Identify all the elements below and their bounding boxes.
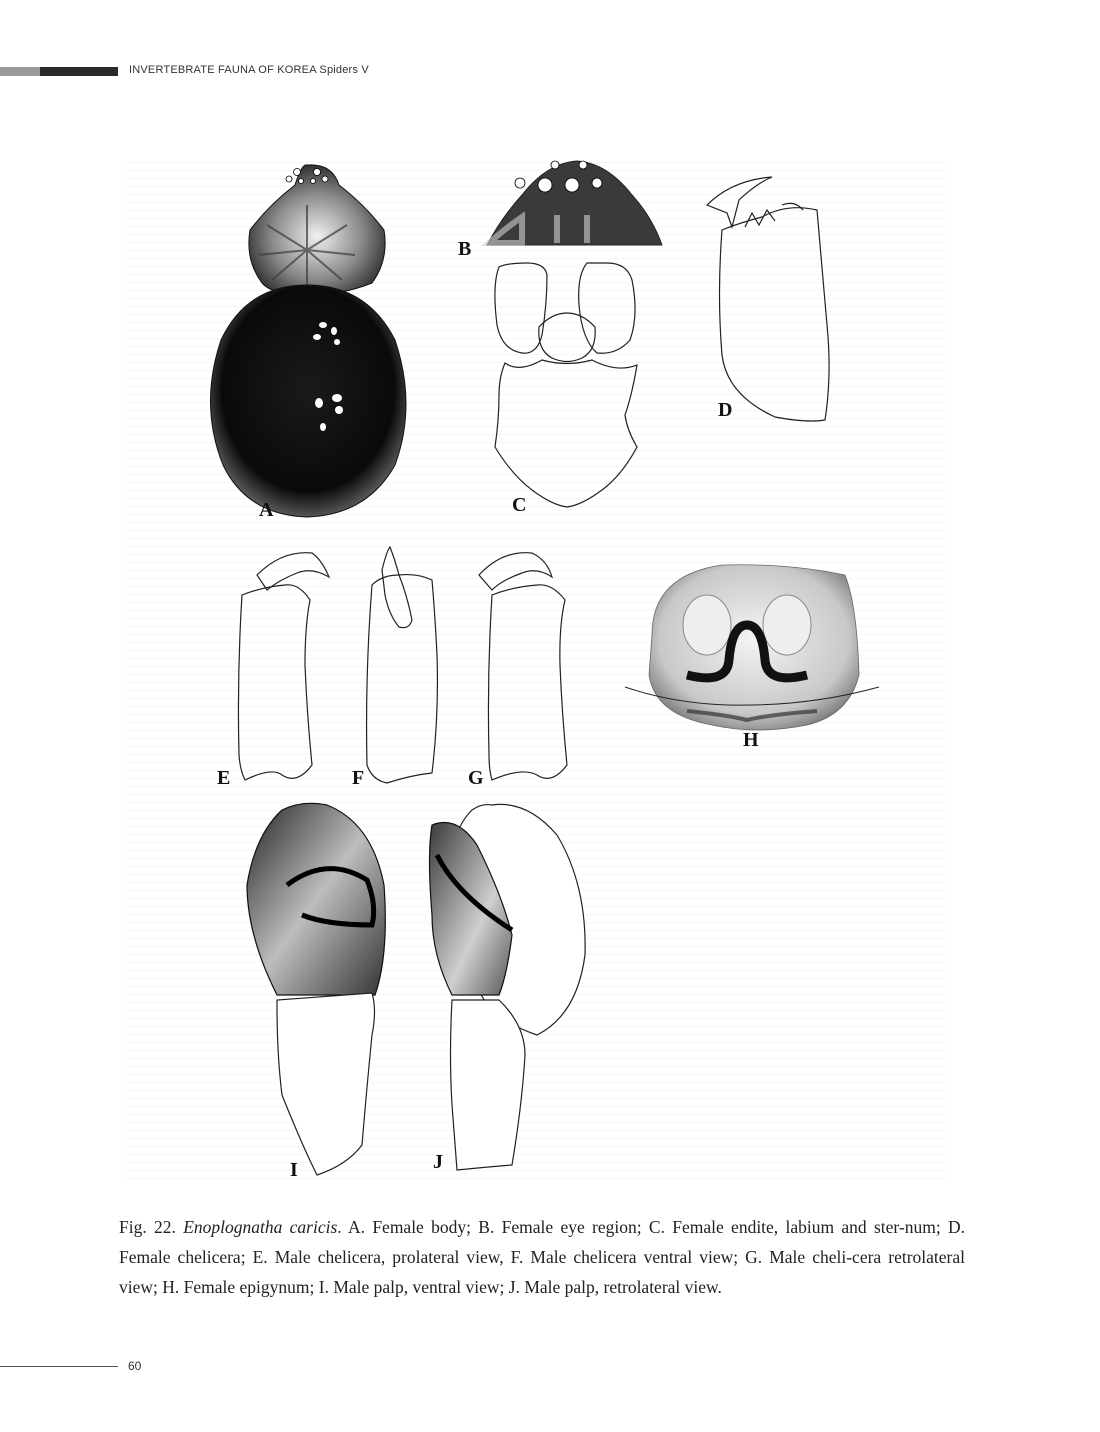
footer-line bbox=[0, 1366, 118, 1367]
panel-e-male-chelicera-prolateral bbox=[238, 553, 329, 780]
caption-text: . A. Female body; B. Female eye region; C. Female endite, labium and ster-num; D. Female chelicera; E. Male chelicera, prolateral view, F. Male chelicera ventral view; G. Male cheli-cera retrolateral view; H. Female epigynum; I. Male palp, ventral view; J. Male palp, retrolateral view. bbox=[119, 1217, 965, 1297]
panel-h-female-epigynum bbox=[625, 565, 879, 730]
panel-g-male-chelicera-retrolateral bbox=[479, 553, 567, 780]
panel-label-c: C bbox=[512, 494, 527, 516]
caption-prefix: Fig. 22. bbox=[119, 1217, 184, 1237]
figure-caption bbox=[119, 1212, 965, 1302]
header-bar-black bbox=[40, 67, 118, 76]
panel-label-a: A bbox=[259, 499, 274, 521]
panel-label-h: H bbox=[743, 729, 759, 751]
figure-drawings bbox=[127, 155, 947, 1185]
panel-a-female-body bbox=[210, 165, 406, 517]
panel-i-male-palp-ventral bbox=[247, 803, 385, 1175]
panel-f-male-chelicera-ventral bbox=[367, 547, 438, 783]
panel-label-g: G bbox=[468, 767, 484, 789]
abdomen bbox=[210, 285, 406, 517]
panel-b-eye-region bbox=[487, 161, 662, 245]
page-number: 60 bbox=[128, 1359, 142, 1373]
panel-label-i: I bbox=[290, 1159, 298, 1181]
panel-label-f: F bbox=[352, 767, 365, 789]
panel-label-b: B bbox=[458, 238, 472, 260]
running-title: INVERTEBRATE FAUNA OF KOREA Spiders V bbox=[129, 64, 369, 76]
header-bar-grey bbox=[0, 67, 40, 76]
carapace bbox=[249, 165, 385, 295]
panel-label-j: J bbox=[433, 1151, 443, 1173]
panel-c-endite-labium-sternum bbox=[495, 263, 637, 507]
panel-label-d: D bbox=[718, 399, 733, 421]
panel-d-female-chelicera bbox=[707, 177, 829, 421]
panel-j-male-palp-retrolateral bbox=[430, 804, 586, 1170]
figure-plate bbox=[127, 155, 947, 1185]
caption-species: Enoplognatha caricis bbox=[183, 1217, 338, 1237]
panel-label-e: E bbox=[217, 767, 231, 789]
